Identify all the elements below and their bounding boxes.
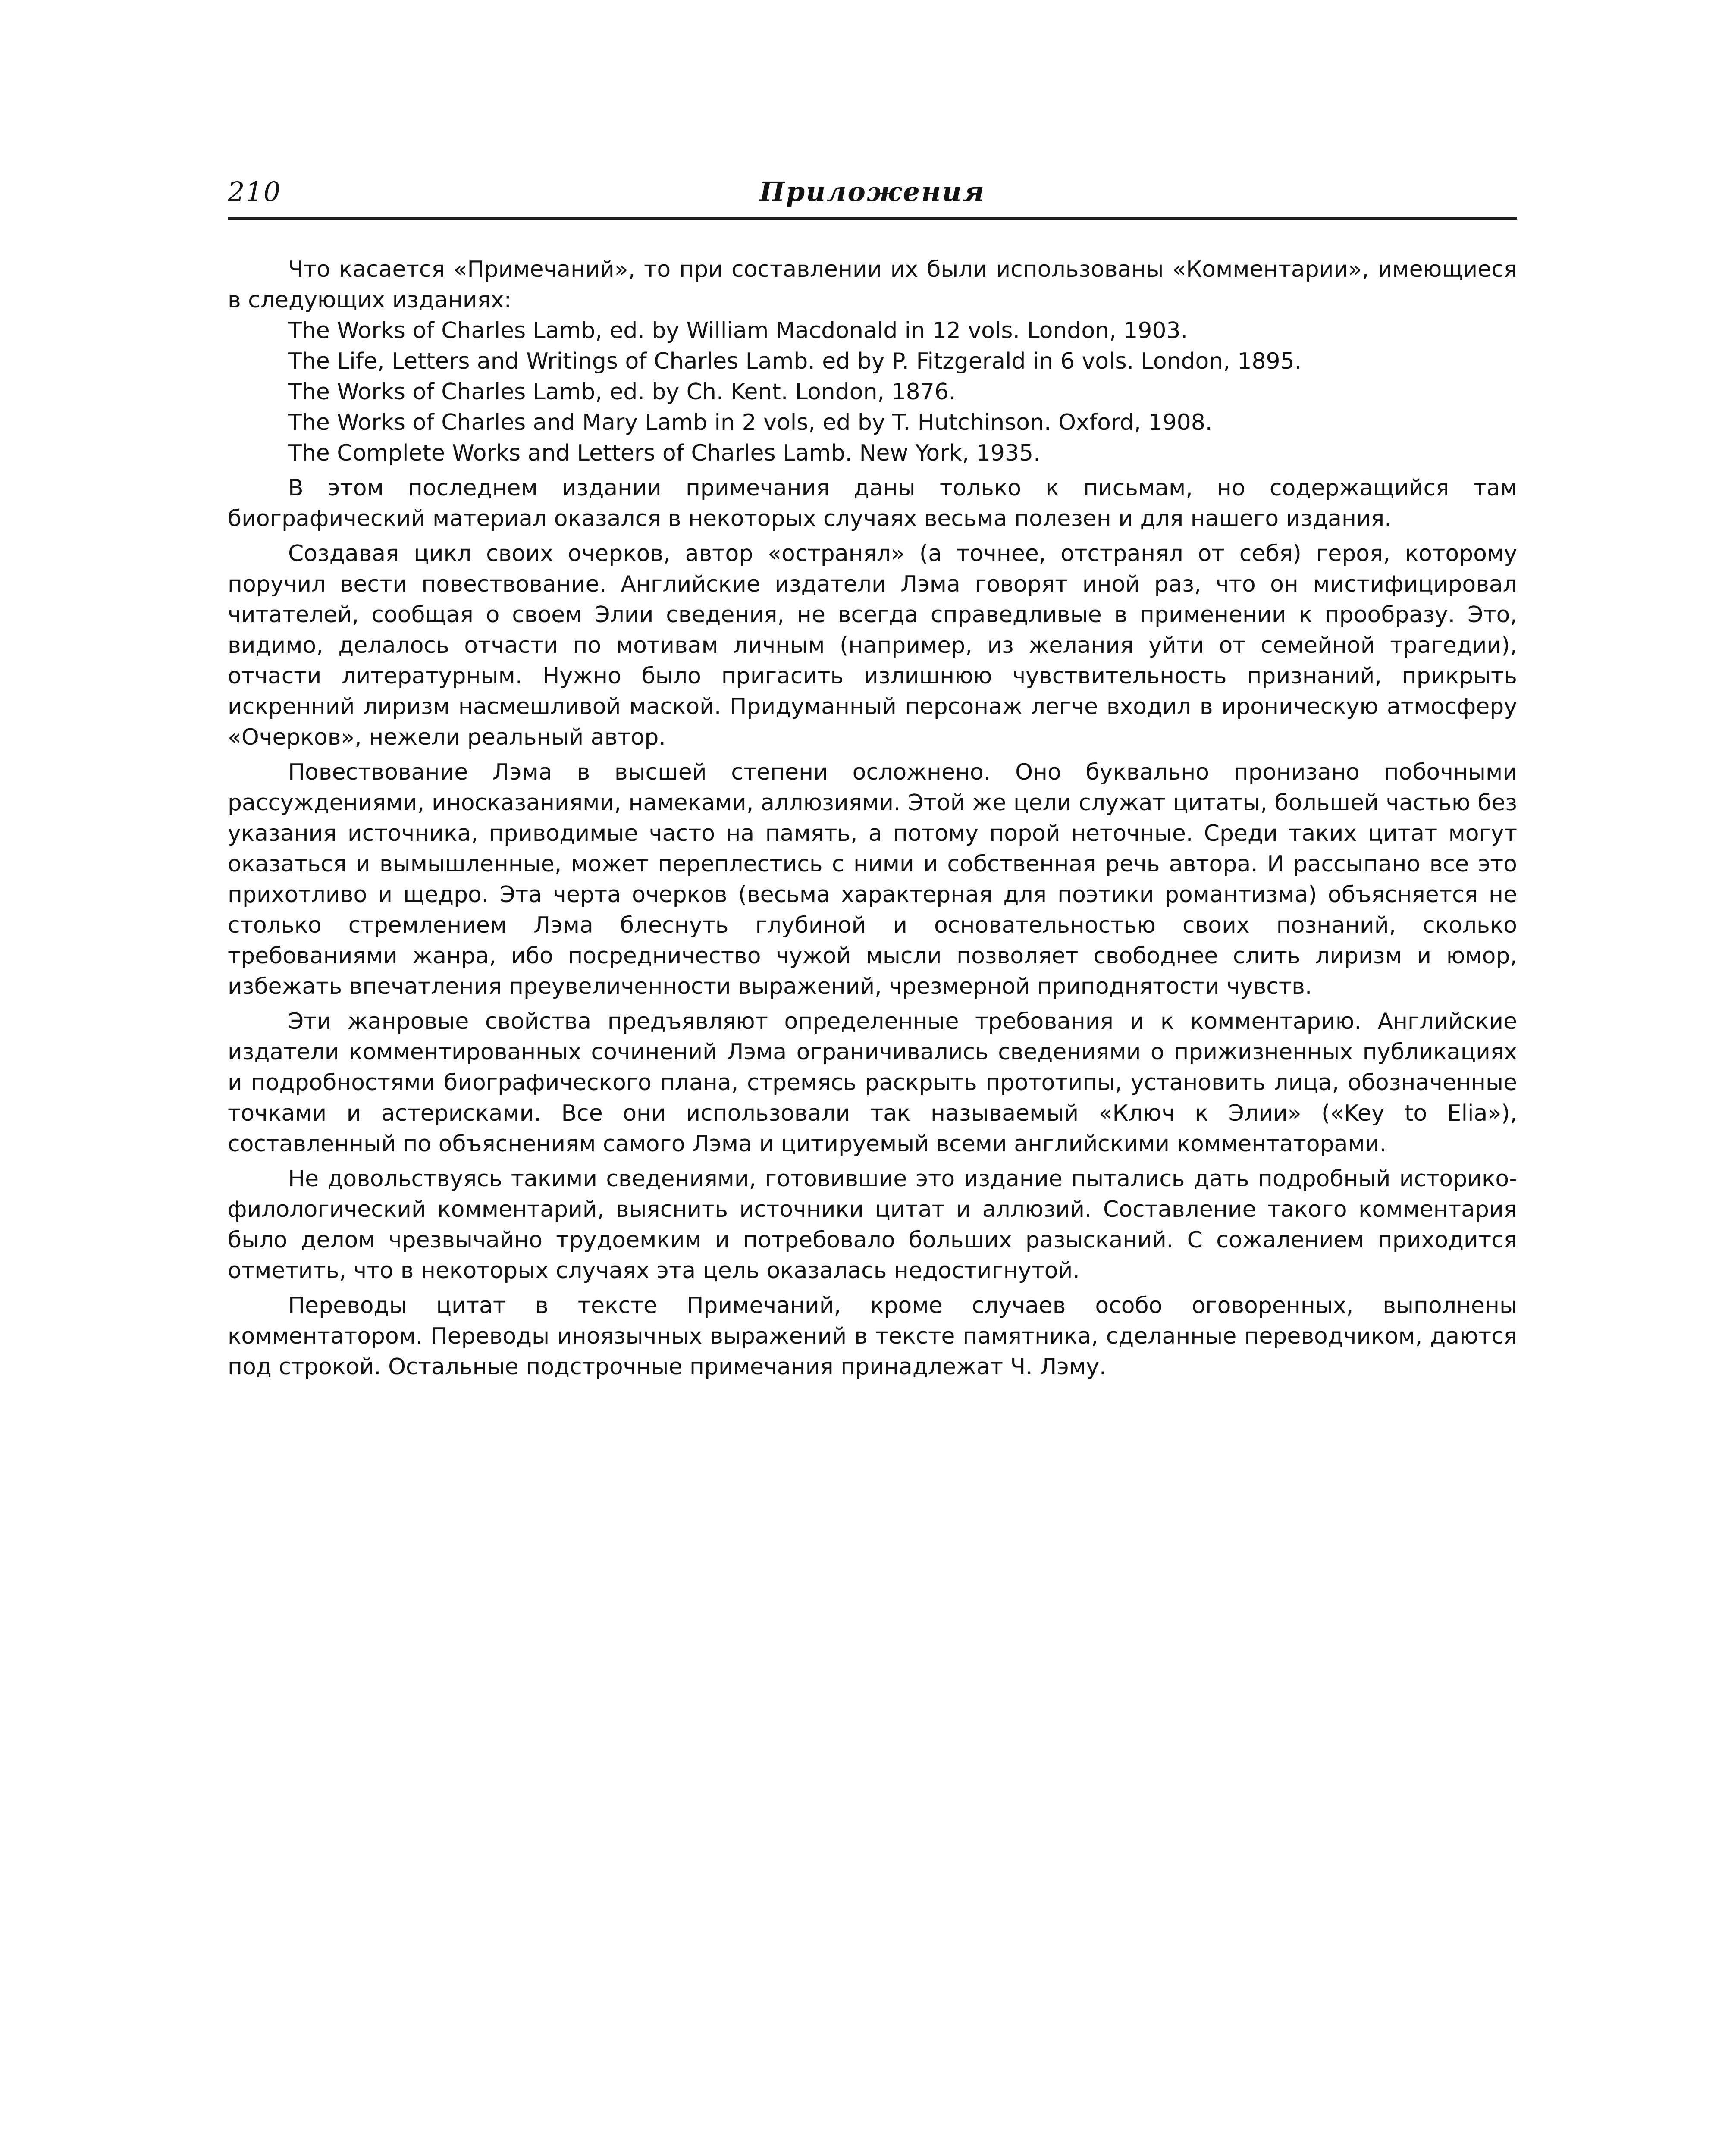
paragraph-elia-persona: Создавая цикл своих очерков, автор «остранял» (а точнее, отстранял от себя) героя, которому поручил вести повествование. Английские издатели Лэма говорят иной раз, что он мистифицировал читателей, сообщая о своем Элии сведения, не всегда справедливые в применении к прообразу. Это, видимо, делалось отчасти по мотивам личным (например, из желания уйти от семейной трагедии), отчасти литературным. Нужно было пригасить излишнюю чувствительность признаний, прикрыть искренний лиризм насмешливой маской. Придуманный персонаж легче входил в ироническую атмосферу «Очерков», нежели реальный автор. bbox=[228, 541, 1517, 750]
paragraph-commentary: Не довольствуясь такими сведениями, готовившие это издание пытались дать подробный историко-филологический комментарий, выяснить источники цитат и аллюзий. Составление такого комментария было делом чрезвычайно трудоемким и потребовало больших разысканий. С сожалением приходится отметить, что в некоторых случаях эта цель оказалась недостигнутой. bbox=[228, 1166, 1517, 1284]
paragraph-translations: Переводы цитат в тексте Примечаний, кроме случаев особо оговоренных, выполнены комментатором. Переводы иноязычных выражений в тексте памятника, сделанные переводчиком, даются под строкой. Остальные подстрочные примечания принадлежат Ч. Лэму. bbox=[228, 1293, 1517, 1380]
page-number: 210 bbox=[228, 176, 282, 207]
bibliography-entry: The Works of Charles and Mary Lamb in 2 vols, ed by T. Hutchinson. Oxford, 1908. bbox=[288, 410, 1213, 436]
paragraph-latest-edition: В этом последнем издании примечания даны только к письмам, но содержащийся там биографический материал оказался в некоторых случаях весьма полезен и для нашего издания. bbox=[228, 475, 1517, 532]
paragraph-intro: Что касается «Примечаний», то при составлении их были использованы «Комментарии», имеющиеся в следующих изданиях: bbox=[228, 257, 1517, 313]
body-text bbox=[228, 254, 1517, 1382]
running-title: Приложения bbox=[759, 176, 985, 207]
bibliography-entry: The Complete Works and Letters of Charles Lamb. New York, 1935. bbox=[288, 440, 1041, 466]
paragraph-narration: Повествование Лэма в высшей степени осложнено. Оно буквально пронизано побочными рассуждениями, иносказаниями, намеками, аллюзиями. Этой же цели служат цитаты, большей частью без указания источника, приводимые часто на память, а потому порой неточные. Среди таких цитат могут оказаться и вымышленные, может переплестись с ними и собственная речь автора. И рассыпано все это прихотливо и щедро. Эта черта очерков (весьма характерная для поэтики романтизма) объясняется не столько стремлением Лэма блеснуть глубиной и основательностью своих познаний, сколько требованиями жанра, ибо посредничество чужой мысли позволяет свободнее слить лиризм и юмор, избежать впечатления преувеличенности выражений, чрезмерной приподнятости чувств. bbox=[228, 759, 1517, 1000]
paragraph-genre: Эти жанровые свойства предъявляют определенные требования и к комментарию. Английские издатели комментированных сочинений Лэма ограничивались сведениями о прижизненных публикациях и подробностями биографического плана, стремясь раскрыть прототипы, установить лица, обозначенные точками и астерисками. Все они использовали так называемый «Ключ к Элии» («Key to Elia»), составленный по объяснениям самого Лэма и цитируемый всеми английскими комментаторами. bbox=[228, 1009, 1517, 1157]
bibliography-entry: The Life, Letters and Writings of Charles Lamb. ed by P. Fitzgerald in 6 vols. London, 1895. bbox=[288, 348, 1302, 374]
bibliography-entry: The Works of Charles Lamb, ed. by William Macdonald in 12 vols. London, 1903. bbox=[288, 318, 1188, 344]
running-head bbox=[228, 172, 1517, 220]
bibliography-entry: The Works of Charles Lamb, ed. by Ch. Kent. London, 1876. bbox=[288, 379, 956, 405]
